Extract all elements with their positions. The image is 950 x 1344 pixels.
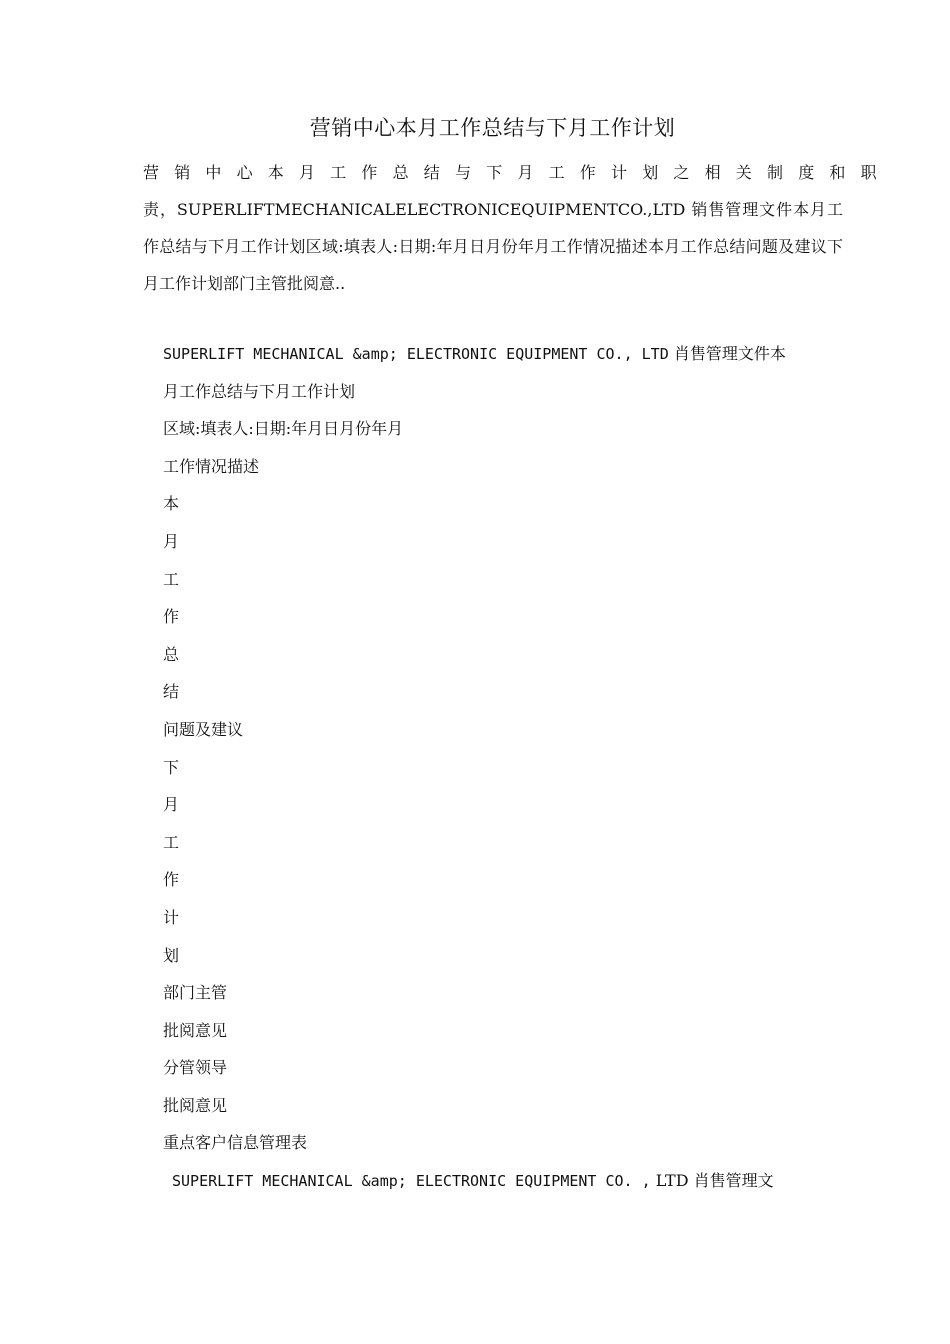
line-text: 月工作总结与下月工作计划	[163, 381, 356, 401]
line-text: 肖售管理文件本	[673, 344, 786, 363]
text-line	[163, 827, 843, 865]
line-text: 作	[163, 607, 180, 627]
intro-first-line: 营销中心本月工作总结与下月工作计划之相关制度和职	[143, 163, 892, 182]
text-line	[163, 1165, 843, 1203]
text-line	[163, 676, 843, 714]
line-text: 分管领导	[163, 1058, 228, 1078]
line-text: 工	[163, 832, 180, 852]
line-text: 月	[163, 795, 180, 815]
text-line	[163, 413, 843, 451]
line-text: 结	[163, 682, 180, 702]
company-name-text: SUPERLIFT MECHANICAL &amp; ELECTRONIC EQUIPMENT CO. ,	[172, 1172, 651, 1191]
line-text: 月	[163, 531, 180, 551]
line-text: 部门主管	[163, 983, 228, 1003]
line-text: 批阅意见	[163, 1095, 228, 1115]
line-text: 划	[163, 945, 180, 965]
text-line	[163, 564, 843, 602]
intro-continuation: 责，SUPERLIFTMECHANICALELECTRONICEQUIPMENTCO.,LTD 销售管理文件本月工作总结与下月工作计划区域:填表人:日期:年月日月份年月工作情况描述本月工作总结问题及建议下月工作计划部门主管批阅意..	[143, 200, 843, 293]
text-line	[163, 526, 843, 564]
text-line	[163, 902, 843, 940]
text-line	[163, 451, 843, 489]
text-line	[163, 376, 843, 414]
text-line	[163, 864, 843, 902]
intro-paragraph	[143, 154, 892, 302]
line-text: 区域:填表人:日期:年月日月份年月	[163, 419, 404, 439]
line-text: 下	[163, 757, 180, 777]
text-line	[163, 789, 843, 827]
line-text: 计	[163, 907, 180, 927]
text-line	[163, 1052, 843, 1090]
line-text: 本	[163, 494, 180, 514]
text-line	[163, 940, 843, 978]
line-text: 作	[163, 870, 180, 890]
line-text: 总	[163, 644, 180, 664]
text-line	[163, 977, 843, 1015]
line-text: 问题及建议	[163, 719, 244, 739]
line-text: 工	[163, 569, 180, 589]
text-line	[163, 639, 843, 677]
text-line	[163, 1090, 843, 1128]
line-text: LTD 肖售管理文	[655, 1171, 774, 1191]
text-line	[163, 714, 843, 752]
text-line	[163, 1015, 843, 1053]
line-text: 批阅意见	[163, 1020, 228, 1040]
company-name-text: SUPERLIFT MECHANICAL &amp; ELECTRONIC EQUIPMENT CO., LTD	[163, 345, 669, 363]
text-line	[163, 488, 843, 526]
document-title: 营销中心本月工作总结与下月工作计划	[309, 116, 676, 140]
text-line	[163, 752, 843, 790]
text-line	[163, 601, 843, 639]
content-lines	[163, 338, 843, 1203]
text-line	[163, 1127, 843, 1165]
text-line	[163, 338, 843, 376]
line-text: 重点客户信息管理表	[163, 1133, 308, 1153]
line-text: 工作情况描述	[163, 456, 260, 476]
